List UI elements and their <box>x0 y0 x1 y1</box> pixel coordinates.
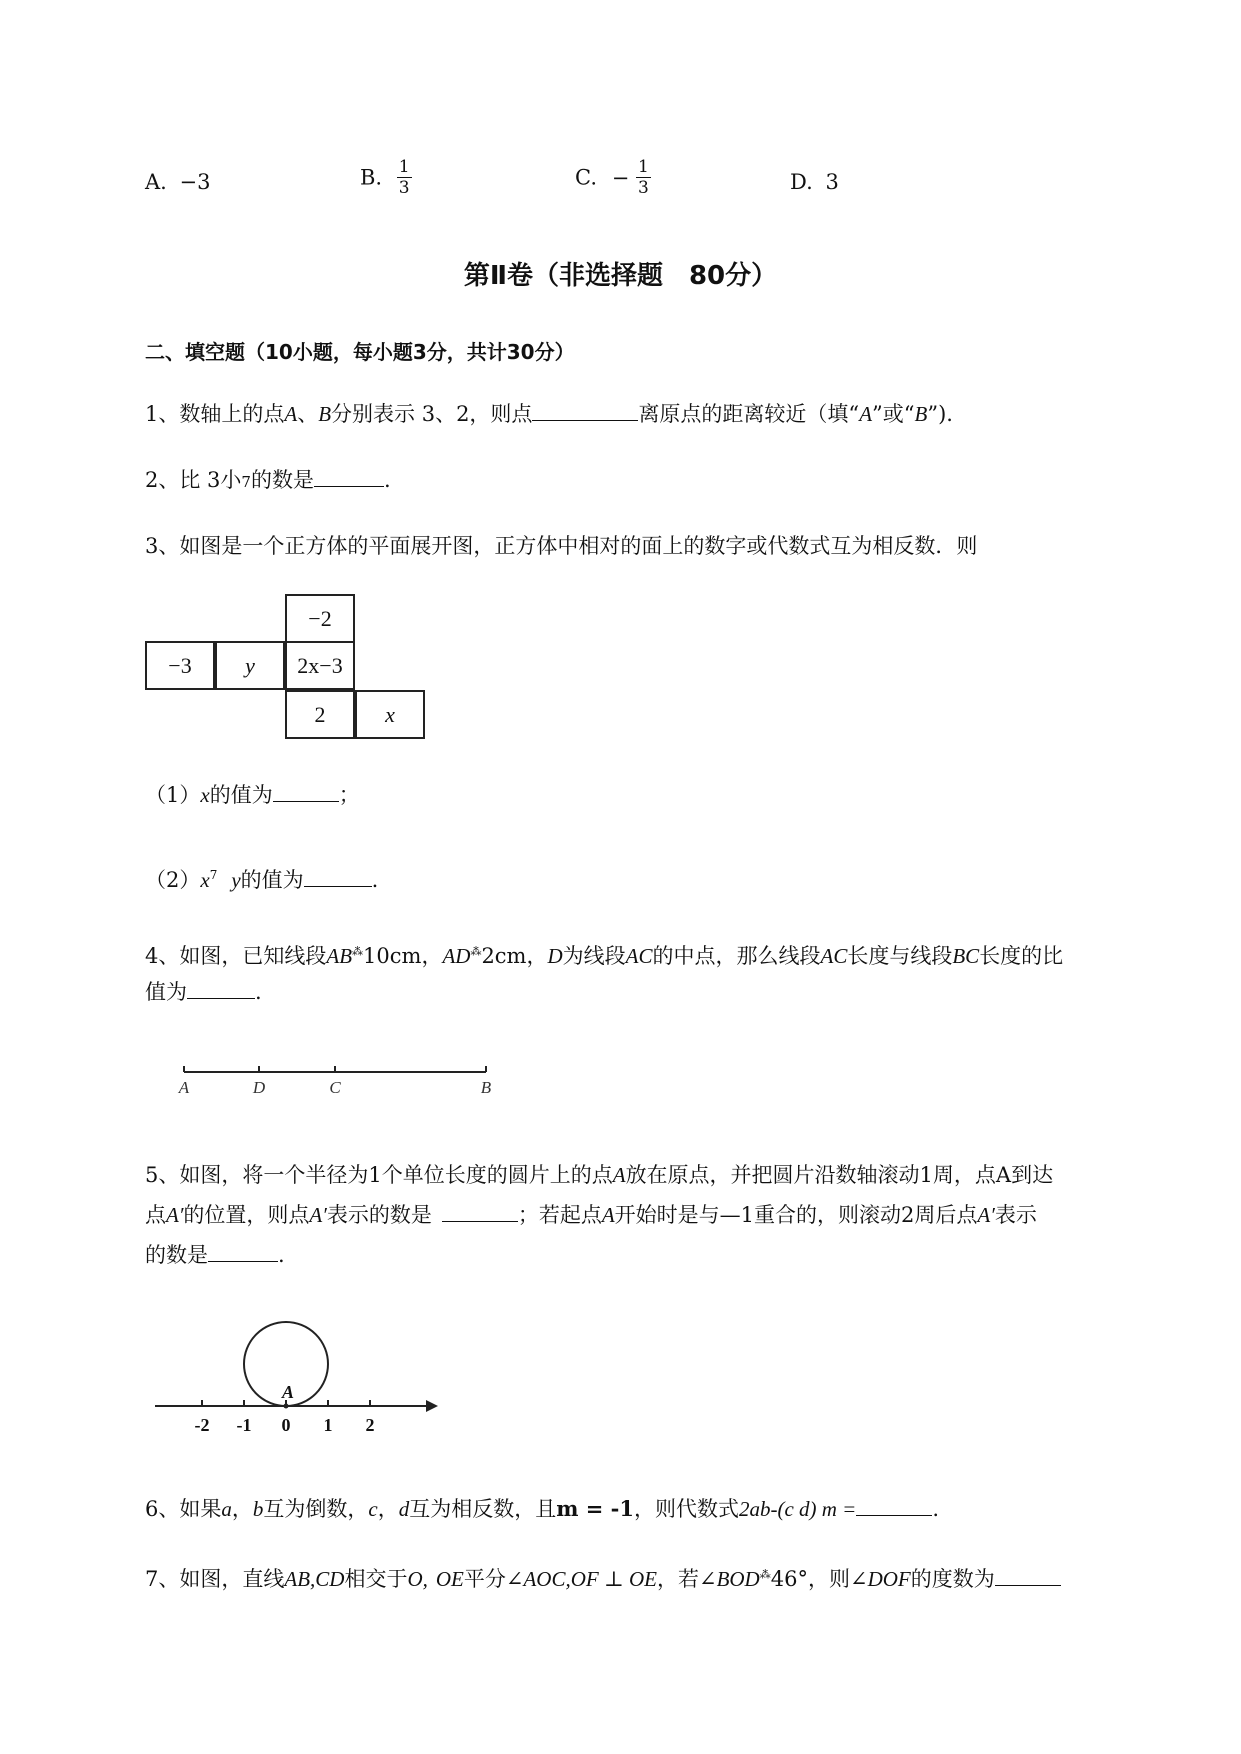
question-4-line-2 <box>145 977 262 1007</box>
q5-l2-text-3: 表示的数是 <box>326 1203 432 1227</box>
q5-answer-blank-1[interactable] <box>442 1201 518 1222</box>
q3-sub-2-end: . <box>371 868 379 892</box>
tick-label-neg-1: -1 <box>236 1415 252 1435</box>
q6-comma-2: ， <box>377 1497 399 1521</box>
q4-ab: AB <box>326 944 353 968</box>
cube-cell-left-1: −3 <box>145 641 215 690</box>
q3-sub-1-end: ； <box>338 783 360 807</box>
section-title: 第Ⅱ卷（非选择题 80分） <box>463 261 778 291</box>
question-3 <box>145 531 977 561</box>
q7-text-5: ，则 <box>807 1567 850 1591</box>
tick-label-neg-2: -2 <box>194 1415 210 1435</box>
q7-text-2: 相交于 <box>344 1567 408 1591</box>
q4-ac: AC <box>625 944 653 968</box>
q4-line-2-text: 值为 <box>145 980 187 1004</box>
q4-val-1: 10cm <box>363 944 422 968</box>
q7-answer-blank[interactable] <box>995 1565 1061 1586</box>
question-1 <box>145 399 953 429</box>
q5-l3-end: . <box>278 1243 285 1267</box>
cube-cell-top: −2 <box>285 594 355 643</box>
q2-seven: 7 <box>241 473 251 491</box>
q5-l1-text-1: 如图，将一个半径为1个单位长度的圆片上的点 <box>179 1163 613 1187</box>
point-label-c: C <box>329 1078 341 1097</box>
choice-a <box>145 167 211 197</box>
tick-label-0: 0 <box>281 1415 291 1435</box>
q4-ac-2: AC <box>820 944 848 968</box>
q3-text: 如图是一个正方体的平面展开图，正方体中相对的面上的数字或代数式互为相反数．则 <box>179 534 978 558</box>
q7-value: 46° <box>770 1567 808 1591</box>
q5-l2-text-6: 表示 <box>994 1203 1037 1227</box>
choice-d <box>790 167 839 197</box>
choice-c-label: C. <box>575 165 597 190</box>
q6-d: d <box>398 1497 410 1521</box>
q1-text-1: 数轴上的点 <box>179 402 285 426</box>
question-number: 2、 <box>145 468 180 492</box>
circle-point-label: A <box>281 1382 295 1402</box>
equals-glyph: ⁂ <box>470 945 482 958</box>
q3-sub-1-var: x <box>200 783 210 807</box>
number-line-diagram <box>150 1320 450 1445</box>
q4-text-6: 长度的比 <box>979 944 1064 968</box>
choice-c <box>575 157 651 198</box>
q7-text-6: 的度数为 <box>910 1567 995 1591</box>
question-5-line-3 <box>145 1240 285 1270</box>
q6-b: b <box>252 1497 264 1521</box>
q6-condition: m = -1 <box>556 1496 634 1521</box>
question-number: 3、 <box>145 534 180 558</box>
q1-quote-b: B <box>914 402 928 426</box>
q6-a: a <box>221 1497 232 1521</box>
q5-l2-text-2: 的位置，则点 <box>183 1203 310 1227</box>
question-number: 7、 <box>145 1567 180 1591</box>
q3-sub-2-var2: y <box>231 868 241 892</box>
q4-end: . <box>255 980 262 1004</box>
tick-label-1: 1 <box>323 1415 333 1435</box>
q2-answer-blank[interactable] <box>314 466 384 487</box>
q1-point-a: A <box>284 402 298 426</box>
q4-text-4: 的中点，那么线段 <box>652 944 821 968</box>
q6-text-2: 互为倒数， <box>263 1497 369 1521</box>
choice-b-denominator: 3 <box>398 178 410 198</box>
q3-sub-1-label: （1） <box>145 783 201 807</box>
q7-text-4: ，若 <box>656 1567 699 1591</box>
q6-end: . <box>932 1497 940 1521</box>
choice-a-value: −3 <box>179 170 211 194</box>
question-7 <box>145 1560 1061 1594</box>
q4-val-2: 2cm <box>481 944 527 968</box>
q7-ask: ∠DOF <box>849 1567 911 1591</box>
equals-glyph: ⁂ <box>759 1568 771 1581</box>
q7-relation: ∠AOC,OF ⊥ OE <box>505 1567 657 1591</box>
q6-expression: 2ab-(c d) m = <box>738 1497 857 1521</box>
q3-sub-2-text: 的值为 <box>240 868 304 892</box>
q2-end: . <box>383 468 391 492</box>
q5-l2-a2: A′ <box>309 1203 327 1227</box>
q3-sub-1 <box>145 780 360 810</box>
q5-answer-blank-2[interactable] <box>208 1241 278 1262</box>
q5-l2-a1: A′ <box>166 1203 184 1227</box>
question-number: 6、 <box>145 1497 180 1521</box>
tick-label-2: 2 <box>365 1415 375 1435</box>
arrow-right-icon <box>426 1400 438 1412</box>
q3-sub-2-label: （2） <box>145 868 201 892</box>
choice-b <box>360 157 412 198</box>
q4-text-5: 长度与线段 <box>847 944 953 968</box>
q3-sub-2-answer-blank[interactable] <box>304 866 372 887</box>
q1-answer-blank[interactable] <box>532 400 638 421</box>
q1-text-4: ”或“ <box>872 402 915 426</box>
q6-text-3: 互为相反数，且 <box>409 1497 557 1521</box>
q4-text-3: 为线段 <box>562 944 626 968</box>
question-5 <box>145 1160 1053 1190</box>
q7-text-3: 平分 <box>463 1567 506 1591</box>
choice-d-label: D. <box>790 170 813 194</box>
choice-b-numerator: 1 <box>398 157 410 177</box>
cube-cell-left-2: y <box>215 641 285 690</box>
choice-c-denominator: 3 <box>637 178 649 198</box>
question-4 <box>145 937 1063 971</box>
q1-text-5: ”). <box>927 402 953 426</box>
q5-l2-text-4: ；若起点 <box>517 1203 602 1227</box>
choice-d-value: 3 <box>825 170 839 194</box>
q7-o: O, <box>407 1567 428 1591</box>
q1-text-2: 分别表示 3、2，则点 <box>331 402 533 426</box>
choice-a-label: A. <box>145 170 167 194</box>
q5-l1-a: A <box>612 1163 626 1187</box>
cube-cell-center: 2x−3 <box>285 641 355 690</box>
q7-oe: OE <box>435 1567 464 1591</box>
choice-c-numerator: 1 <box>637 157 649 177</box>
point-label-a: A <box>178 1078 190 1097</box>
q4-d: D <box>547 944 563 968</box>
point-label-b: B <box>480 1078 492 1097</box>
question-number: 5、 <box>145 1163 180 1187</box>
choice-c-sign: − <box>611 165 630 190</box>
equals-glyph: ⁂ <box>352 945 364 958</box>
q6-text-1: 如果 <box>179 1497 222 1521</box>
q4-comma: ， <box>421 944 443 968</box>
q1-point-b: B <box>318 402 332 426</box>
choice-c-fraction <box>636 157 651 198</box>
segment-diagram <box>170 1060 500 1100</box>
q6-text-4: ，则代数式 <box>633 1497 739 1521</box>
choice-b-label: B. <box>360 165 383 190</box>
q3-sub-2-var: x <box>200 868 210 892</box>
q6-c: c <box>368 1497 378 1521</box>
q7-text-1: 如图，直线 <box>179 1567 285 1591</box>
q4-answer-blank[interactable] <box>187 978 255 999</box>
q5-l2-text-1: 点 <box>145 1203 166 1227</box>
q3-sub-2 <box>145 860 378 895</box>
q1-sep: 、 <box>297 402 319 426</box>
q5-l2-a4: A′ <box>977 1203 995 1227</box>
q2-text-2: 的数是 <box>250 468 314 492</box>
q6-comma-1: ， <box>231 1497 253 1521</box>
q3-sub-1-answer-blank[interactable] <box>273 781 339 802</box>
q1-text-3: 离原点的距离较近（填“ <box>638 402 860 426</box>
q4-text-1: 如图，已知线段 <box>179 944 327 968</box>
q6-answer-blank[interactable] <box>856 1495 932 1516</box>
question-6 <box>145 1494 939 1524</box>
q5-l2-text-5: 开始时是与—1重合的，则滚动2周后点 <box>614 1203 978 1227</box>
choice-b-fraction <box>397 157 412 198</box>
q5-l1-text-2: 放在原点，并把圆片沿数轴滚动1周，点A到达 <box>625 1163 1054 1187</box>
question-number: 4、 <box>145 944 180 968</box>
cube-cell-right: x <box>355 690 425 739</box>
q3-sub-2-sup: 7 <box>209 868 218 882</box>
question-5-line-2 <box>145 1200 1037 1230</box>
q5-l3-text-1: 的数是 <box>145 1243 208 1267</box>
q1-quote-a: A <box>859 402 873 426</box>
q7-lines: AB,CD <box>284 1567 345 1591</box>
q7-angle: ∠BOD <box>698 1567 760 1591</box>
q4-ad: AD <box>442 944 471 968</box>
part-heading: 二、填空题（10小题，每小题3分，共计30分） <box>145 340 575 364</box>
q5-l2-a3: A <box>601 1203 615 1227</box>
q2-text-1: 比 3小 <box>179 468 242 492</box>
point-label-d: D <box>252 1078 266 1097</box>
q3-sub-1-text: 的值为 <box>209 783 273 807</box>
q4-text-2: ， <box>526 944 548 968</box>
question-number: 1、 <box>145 402 180 426</box>
q4-bc: BC <box>952 944 980 968</box>
question-2 <box>145 465 391 497</box>
cube-cell-bottom: 2 <box>285 690 355 739</box>
